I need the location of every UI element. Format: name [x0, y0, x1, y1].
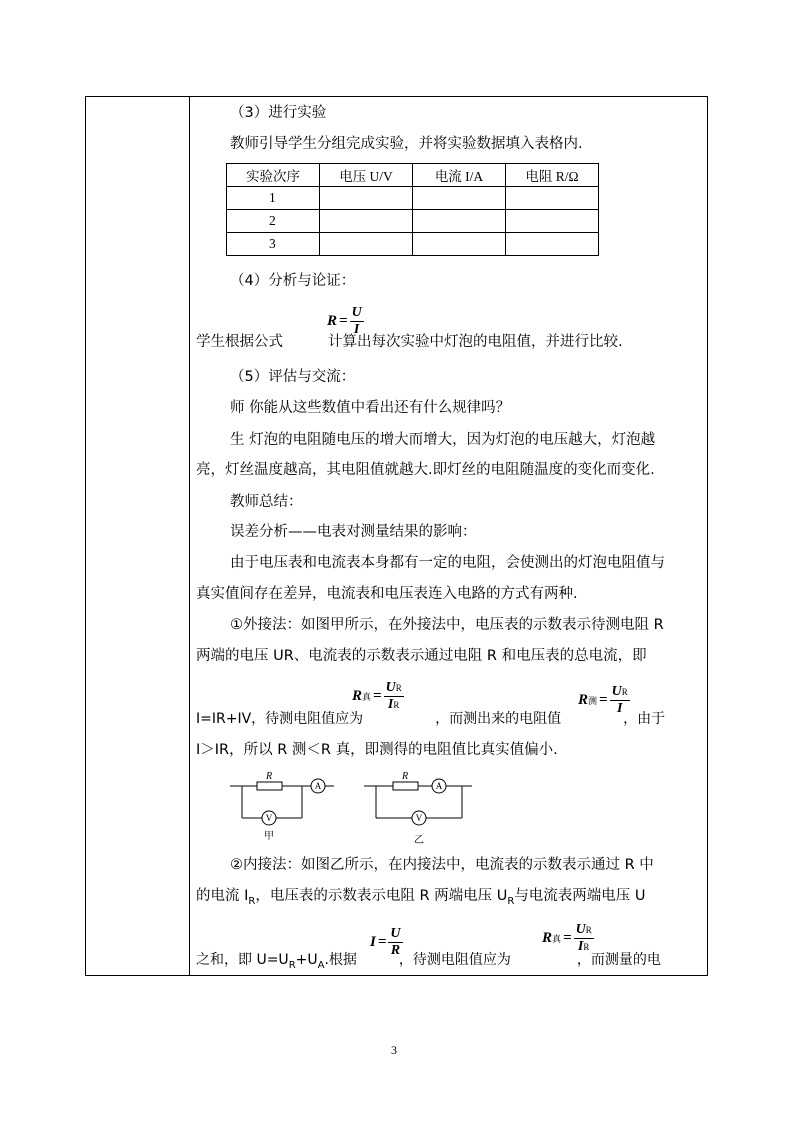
circuit-diagrams	[226, 766, 476, 846]
table-header-cell: 电压 U/V	[320, 164, 413, 187]
table-header-cell: 实验次序	[227, 164, 320, 187]
table-row	[227, 187, 599, 210]
formula-r-true: R真 = $\frac{UR}{IR}$	[352, 680, 402, 712]
table-cell: 3	[227, 233, 320, 256]
resistor-label: R	[265, 771, 273, 782]
table-header-cell: 电流 I/A	[413, 164, 506, 187]
section3-text: 教师引导学生分组完成实验，并将实验数据填入表格内.	[230, 136, 583, 152]
student-answer-line2: 亮，灯丝温度越高，其电阻值就越大.即灯丝的电阻随温度的变化而变化.	[196, 462, 655, 478]
formula-r-equals-u-over-i: R = $\frac{U}{I}$	[327, 305, 362, 337]
external-method-line3: I=IR+IV，待测电阻值应为 ，而测出来的电阻值 ，由于	[196, 711, 666, 727]
column-divider	[189, 96, 190, 976]
section4-post: 计算出每次实验中灯泡的电阻值，并进行比较.	[328, 334, 623, 350]
student-answer-line1: 生 灯泡的电阻随电压的增大而增大，因为灯泡的电压越大，灯泡越	[230, 432, 656, 448]
formula-i-equals-u-over-r: I = $\frac{U}{R}$	[370, 926, 401, 958]
section4-pre: 学生根据公式	[196, 334, 283, 350]
table-cell	[413, 187, 506, 210]
voltmeter-label: V	[415, 813, 423, 823]
error-paragraph-line1: 由于电压表和电流表本身都有一定的电阻，会使测出的灯泡电阻值与	[230, 555, 665, 571]
table-row	[227, 210, 599, 233]
table-cell	[413, 210, 506, 233]
table-cell	[320, 187, 413, 210]
ammeter-label: A	[314, 781, 322, 791]
voltmeter-label: V	[265, 813, 273, 823]
section4-line	[196, 332, 702, 352]
internal-method-line3: 之和，即 $U=U_R+U_A$.根据 ，待测电阻值应为 ，而测量的电	[196, 952, 661, 971]
table-cell	[506, 233, 599, 256]
table-header-cell: 电阻 R/Ω	[506, 164, 599, 187]
page-number: 3	[391, 1043, 397, 1057]
error-paragraph-line2: 真实值间存在差异，电流表和电压表连入电路的方式有两种.	[196, 586, 578, 602]
table-header-row	[227, 164, 599, 187]
external-method-line4: I＞IR，所以 R 测＜R 真，即测得的电阻值比真实值偏小.	[196, 742, 558, 758]
external-method-line1: ①外接法：如图甲所示，在外接法中，电压表的示数表示待测电阻 R	[230, 617, 664, 633]
table-row	[227, 233, 599, 256]
formula-r-true-internal: R真 = $\frac{UR}{IR}$	[542, 922, 592, 954]
table-cell: 1	[227, 187, 320, 210]
section3-heading: （3）进行实验	[230, 105, 327, 121]
internal-method-line2: 的电流 $I_R$，电压表的示数表示电阻 R 两端电压 $U_R$与电流表两端电压 U	[196, 888, 646, 907]
table-cell	[320, 210, 413, 233]
table-cell	[413, 233, 506, 256]
internal-method-line1: ②内接法：如图乙所示，在内接法中，电流表的示数表示通过 R 中	[230, 857, 654, 873]
resistor-label: R	[401, 771, 409, 782]
external-method-line2: 两端的电压 UR、电流表的示数表示通过电阻 R 和电压表的总电流，即	[196, 648, 647, 664]
section4-heading: （4）分析与论证：	[230, 273, 356, 289]
teacher-summary: 教师总结：	[230, 494, 303, 510]
formula-r-measured: R测 = $\frac{UR}{I}$	[578, 684, 628, 716]
teacher-question: 师 你能从这些数值中看出还有什么规律吗？	[230, 400, 511, 416]
ammeter-label: A	[435, 781, 443, 791]
table-cell	[320, 233, 413, 256]
error-analysis-title: 误差分析——电表对测量结果的影响：	[230, 524, 477, 540]
table-cell	[506, 210, 599, 233]
data-table	[226, 163, 599, 256]
table-cell: 2	[227, 210, 320, 233]
section5-heading: （5）评估与交流：	[230, 369, 356, 385]
caption-yi: 乙	[414, 835, 424, 846]
caption-jia: 甲	[264, 831, 274, 842]
table-cell	[506, 187, 599, 210]
